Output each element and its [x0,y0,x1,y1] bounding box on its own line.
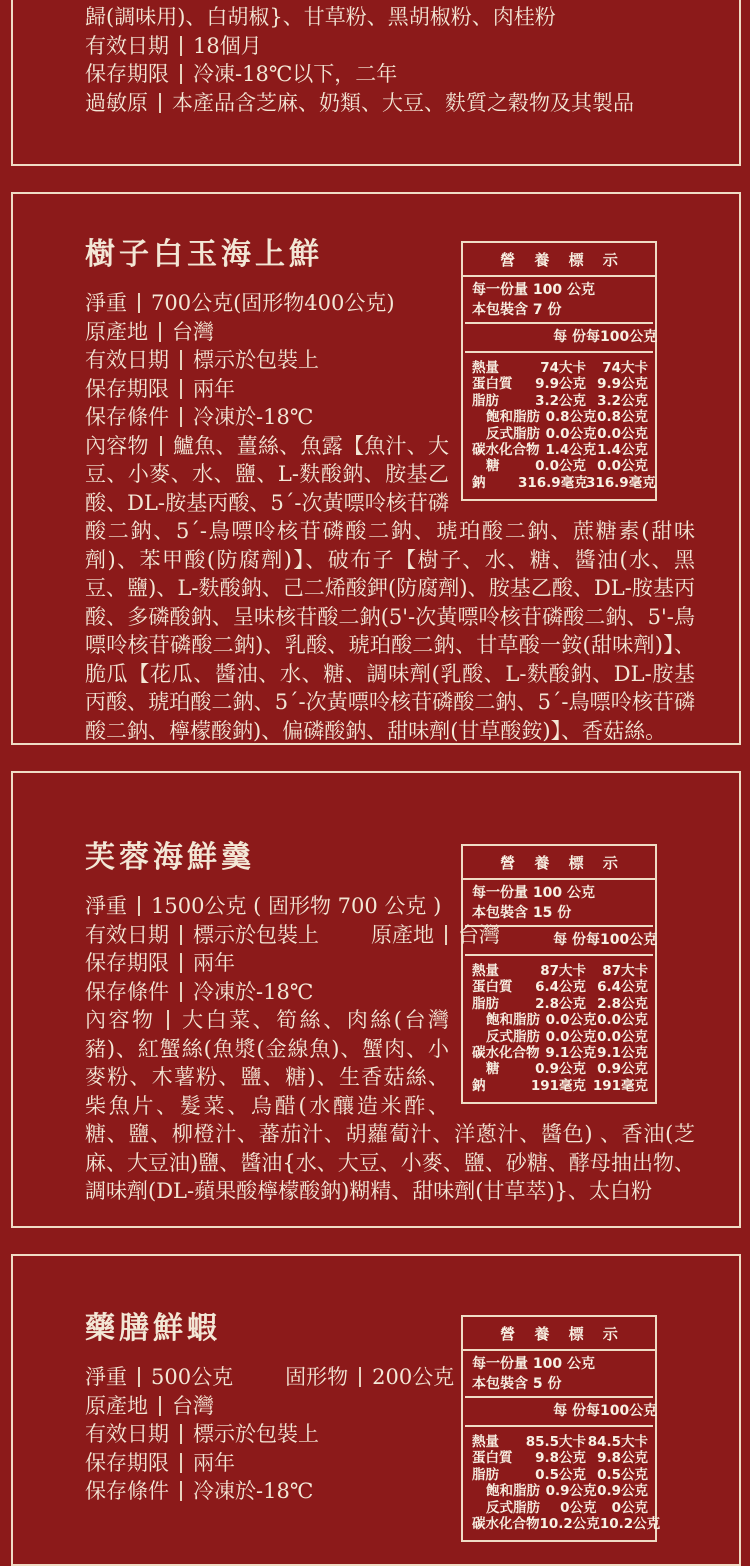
divider [160,436,162,456]
nutrition-title: 營 養 標 示 [500,1325,625,1343]
divider [159,322,161,342]
nutrition-row: 反式脂肪 0公克 0公克 [486,1499,648,1516]
info-label: 保存條件 [85,1479,169,1503]
product-title: 樹子白玉海上鮮 [85,237,323,272]
nutrition-servings: 本包裝含 7 份 [472,302,562,318]
nutrition-row: 飽和脂肪 0.8公克 0.8公克 [486,409,648,426]
nutrition-divider [465,954,653,956]
info-value: 台灣 [172,1393,214,1418]
col-per-serving: 每 份 [553,932,586,948]
info-row-expiry [85,32,695,61]
divider [180,1424,182,1444]
info-label: 保存期限 [85,376,169,401]
info-label: 保存條件 [85,405,169,429]
info-label: 淨重 [85,291,127,315]
info-value: 本產品含芝麻、奶類、大豆、麩質之穀物及其製品 [172,90,634,115]
info-value: 兩年 [193,951,235,975]
nutrition-column-header [463,1401,658,1423]
col-per-100g: 每100公克 [586,1403,658,1419]
divider [445,925,447,945]
nutrition-column-header [463,327,658,349]
divider [180,379,182,399]
ingredients-label: 內容物 [85,1008,156,1032]
nutrition-row: 飽和脂肪 0.9公克 0.9公克 [486,1483,648,1500]
info-value: 18個月 [193,33,262,58]
nutrition-divider [463,878,655,880]
info-value: 冷凍-18℃以下，二年 [193,62,398,86]
info-value: 200公克 [372,1365,455,1389]
info-label: 原產地 [85,319,148,344]
divider [180,36,182,56]
divider [159,1396,161,1416]
divider [138,896,140,916]
info-value: 標示於包裝上 [193,1422,319,1446]
product-title: 芙蓉海鮮羹 [85,840,255,875]
nutrition-row: 熱量 74大卡 74大卡 [472,360,648,376]
product-section-seafood [11,192,741,745]
ingredients-text: 鱸魚、薑絲、魚露【魚汁、大豆、小麥、水、鹽、L-麩酸鈉、胺基乙酸、DL-胺基丙酸、5´-次黃嘌呤核苷磷酸二鈉、5´-鳥嘌呤核苷磷酸二鈉、琥珀酸二鈉、蔗糖素(甜味劑)、苯甲酸(防腐劑)】、破布子【樹子、水、糖、醬油(水、黑豆、鹽)、L-麩酸鈉、己二烯酸鉀(防腐劑)、胺基乙酸、DL-胺基丙酸、多磷酸鈉、呈味核苷酸二鈉(5'-次黃嘌呤核苷磷酸二鈉、5'-鳥嘌呤核苷磷酸二鈉)、乳酸、琥珀酸二鈉、甘草酸一銨(甜味劑)】、脆瓜【花瓜、醬油、水、糖、調味劑(乳酸、L-麩酸鈉、DL-胺基丙酸、琥珀酸二鈉、5´-次黃嘌呤核苷磷酸二鈉、5´-鳥嘌呤核苷磷酸二鈉、檸檬酸鈉)、偏磷酸鈉、甜味劑(甘草酸銨)】、香菇絲。 [85,433,695,743]
divider [180,982,182,1002]
nutrition-serving-size: 每一份量 100 公克 [472,885,595,901]
divider [180,925,182,945]
info-label: 淨重 [85,894,127,918]
nutrition-table [461,1315,661,1542]
divider [138,1367,140,1387]
info-value: 兩年 [193,1450,235,1475]
info-label: 保存期限 [85,1450,169,1475]
divider [159,93,161,113]
nutrition-row: 脂肪 3.2公克 3.2公克 [472,392,648,409]
nutrition-servings: 本包裝含 15 份 [472,905,572,921]
info-value: 標示於包裝上 [193,922,319,947]
divider [180,953,182,973]
col-per-serving: 每 份 [553,329,586,345]
nutrition-row: 蛋白質 6.4公克 6.4公克 [472,979,648,996]
info-label: 保存期限 [85,951,169,975]
info-pair2 [371,923,500,947]
info-label: 有效日期 [85,1422,169,1446]
nutrition-rows [463,1430,661,1533]
nutrition-title: 營 養 標 示 [500,251,625,269]
info-label: 有效日期 [85,33,169,58]
ingredients-label: 內容物 [85,433,149,458]
divider [180,1481,182,1501]
info-value: 冷凍於-18℃ [193,405,314,429]
nutrition-row: 糖 0.9公克 0.9公克 [486,1061,648,1078]
product-title: 藥膳鮮蝦 [85,1311,221,1346]
divider [180,350,182,370]
nutrition-row: 蛋白質 9.9公克 9.9公克 [472,376,648,393]
nutrition-row: 蛋白質 9.8公克 9.8公克 [472,1450,648,1467]
info-value: 台灣 [172,319,214,344]
info-value: 台灣 [458,922,500,947]
nutrition-divider [463,1349,655,1351]
divider [180,407,182,427]
nutrition-table [461,241,657,501]
nutrition-table [461,844,657,1104]
nutrition-row: 反式脂肪 0.0公克 0.0公克 [486,1028,648,1045]
info-label: 保存期限 [85,62,169,86]
nutrition-rows [463,356,655,491]
info-label: 原產地 [85,1393,148,1418]
nutrition-row: 糖 0.0公克 0.0公克 [486,458,648,475]
info-label: 淨重 [85,1365,127,1389]
info-label: 原產地 [371,922,434,947]
ingredients-text: 大白菜、筍絲、肉絲(台灣豬)、紅蟹絲(魚漿(金線魚)、蟹肉、小麥粉、木薯粉、鹽、糖)、生香菇絲、柴魚片、髮菜、烏醋(水釀造米酢、糖、鹽、柳橙汁、蕃茄汁、胡蘿蔔汁、洋蔥汁、醬色) 、香油(芝麻、大豆油)鹽、醬油{水、大豆、小麥、鹽、砂糖、酵母抽出物、調味劑(DL-蘋果酸檸檬酸鈉)糊精、甜味劑(甘草萃)}、太白粉 [85,1008,695,1203]
col-per-100g: 每100公克 [586,329,658,345]
info-value: 700公克(固形物400公克) [151,291,395,315]
divider [138,293,140,313]
info-value: 500公克 [151,1365,234,1389]
info-value: 1500公克 ( 固形物 700 公克 ) [151,894,442,918]
product-section-top [11,0,741,166]
info-value: 冷凍於-18℃ [193,979,314,1004]
nutrition-row: 飽和脂肪 0.0公克 0.0公克 [486,1012,648,1029]
nutrition-rows [463,959,655,1094]
info-value: 兩年 [193,376,235,401]
info-pair2 [285,1365,454,1389]
info-label: 有效日期 [85,922,169,947]
product-section-shrimp [11,1254,741,1566]
info-value: 冷凍於-18℃ [193,1479,314,1503]
nutrition-row: 熱量 87大卡 87大卡 [472,963,648,979]
nutrition-servings: 本包裝含 5 份 [472,1376,562,1392]
nutrition-row: 脂肪 2.8公克 2.8公克 [472,995,648,1012]
nutrition-divider [465,351,653,353]
divider [180,64,182,84]
ingredients-tail: 歸(調味用)、白胡椒}、甘草粉、黑胡椒粉、肉桂粉 [85,5,556,29]
nutrition-divider [465,1425,653,1427]
divider [167,1010,169,1030]
divider [180,1453,182,1473]
info-row-allergen [85,89,695,118]
product-section-soup [11,771,741,1228]
nutrition-divider [463,275,655,277]
nutrition-serving-size: 每一份量 100 公克 [472,1356,595,1372]
info-label: 保存條件 [85,979,169,1004]
info-row-shelf-life [85,60,695,89]
nutrition-row: 碳水化合物 1.4公克 1.4公克 [472,442,648,459]
nutrition-row: 反式脂肪 0.0公克 0.0公克 [486,425,648,442]
nutrition-serving-size: 每一份量 100 公克 [472,282,595,298]
nutrition-divider [465,322,653,324]
nutrition-row: 脂肪 0.5公克 0.5公克 [472,1466,648,1483]
nutrition-row: 熱量 85.5大卡 84.5大卡 [472,1434,648,1450]
nutrition-divider [465,1396,653,1398]
divider [359,1367,361,1387]
info-label: 過敏原 [85,90,148,115]
nutrition-title: 營 養 標 示 [500,854,625,872]
nutrition-row: 碳水化合物 9.1公克 9.1公克 [472,1045,648,1062]
col-per-100g: 每100公克 [586,932,658,948]
info-value: 標示於包裝上 [193,348,319,372]
nutrition-row: 鈉 316.9毫克 316.9毫克 [472,474,656,491]
info-label: 有效日期 [85,348,169,372]
nutrition-row: 碳水化合物 10.2公克 10.2公克 [472,1516,661,1533]
nutrition-row: 鈉 191毫克 191毫克 [472,1077,648,1094]
info-label: 固形物 [285,1365,349,1389]
col-per-serving: 每 份 [553,1403,586,1419]
